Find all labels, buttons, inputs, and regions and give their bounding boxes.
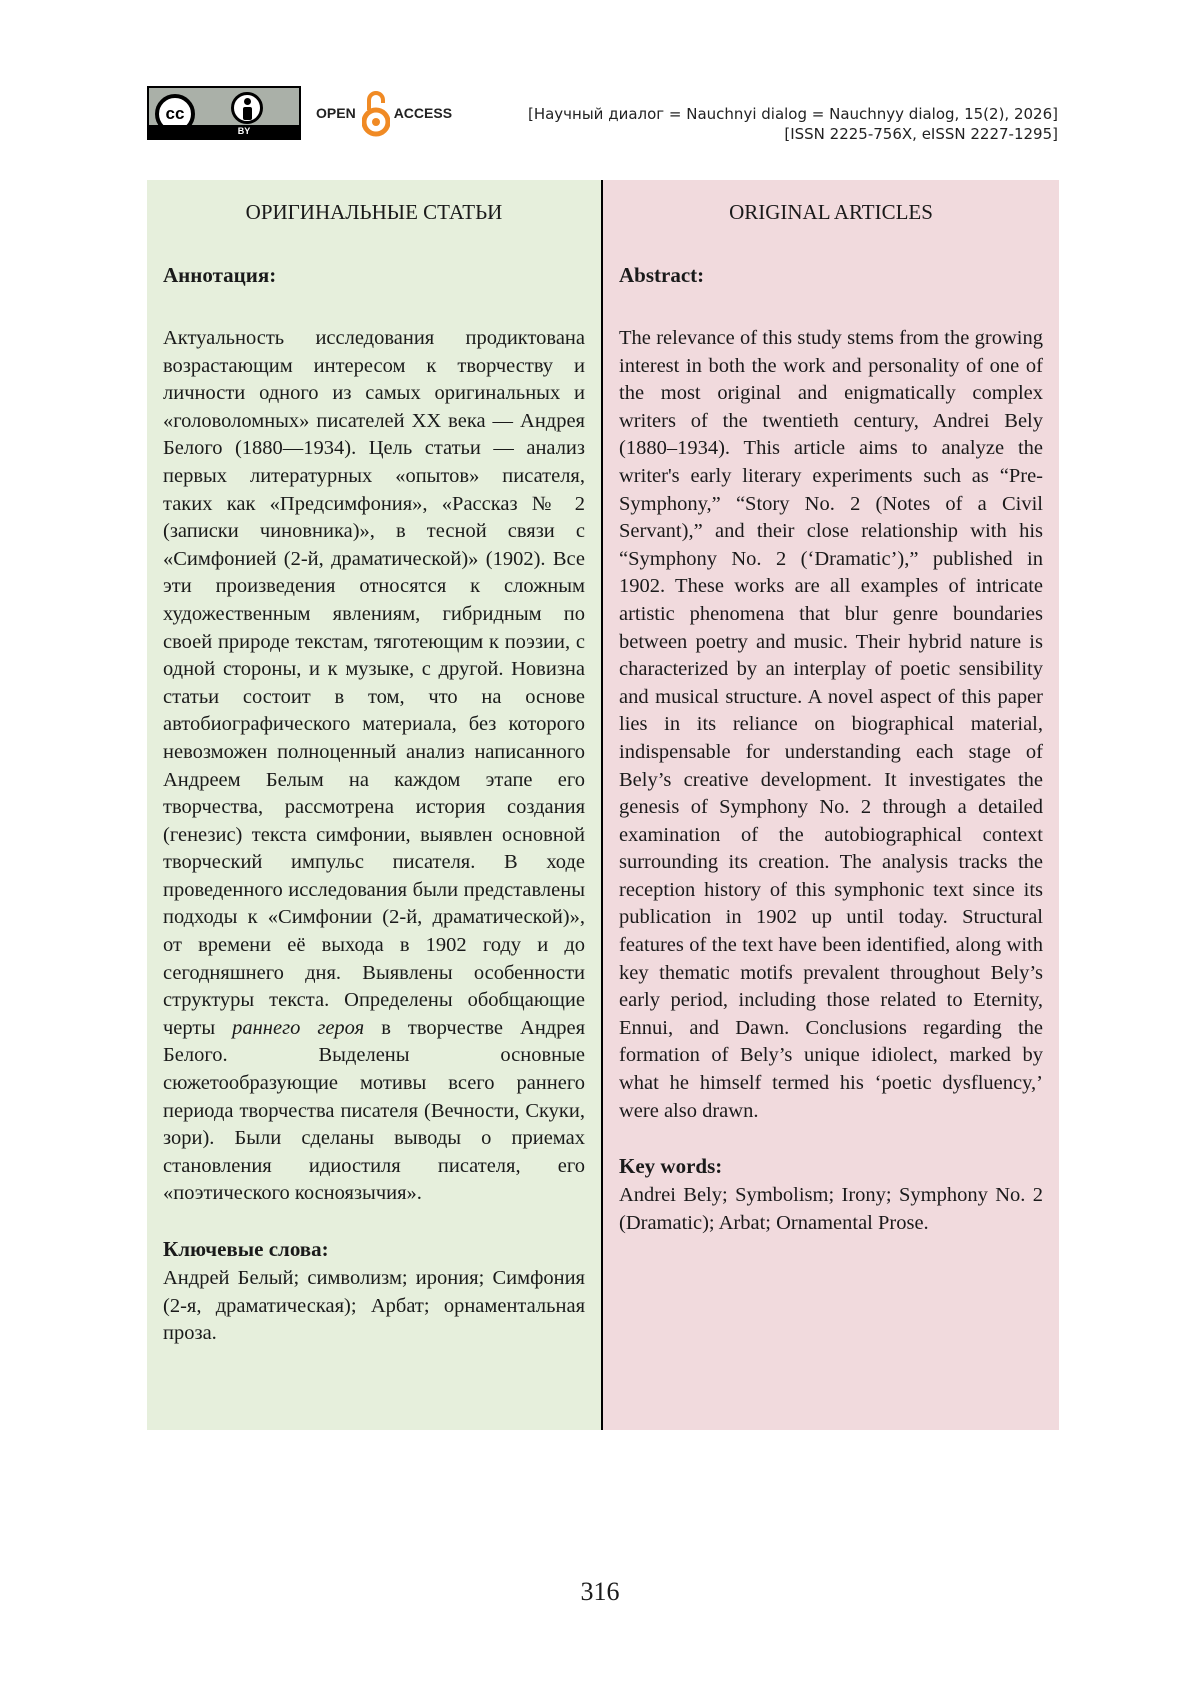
abstract-text-en: The relevance of this study stems from the growing interest in both the work and personality of one of the most original and enigmatically complex writers of the twentieth century, Andrei Bely (1880–1934). This article aims to analyze the writer's early literary experiments such as “Pre-Symphony,” “Story No. 2 (Notes of a Civil Servant),” and their close relationship with his “Symphony No. 2 (‘Dramatic’),” published in 1902. These works are all examples of intricate artistic phenomena that blur genre boundaries between poetry and music. Their hybrid nature is characterized by an interplay of poetic sensibility and musical structure. A novel aspect of this paper lies in its reliance on biographical material, indispensable for understanding each stage of Bely’s creative development. It investigates the genesis of Symphony No. 2 through a detailed examination of the autobiographical context surrounding its creation. The analysis tracks the reception history of this symphonic text since its publication in 1902 up until today. Structural features of the text have been identified, along with key thematic motifs prevalent throughout Bely’s early period, including those related to Eternity, Ennui, and Dawn. Conclusions regarding the formation of Bely’s unique idiolect, marked by what he himself termed his ‘poetic dysfluency,’ were also drawn.	[619, 327, 1043, 1122]
citation-line-1: [Научный диалог = Nauchnyi dialog = Nauchnyy dialog, 15(2), 2026]	[527, 105, 1058, 123]
open-access-label-access: ACCESS	[393, 105, 453, 121]
creative-commons-icon: cc	[155, 94, 195, 134]
cc-by-license-badge	[147, 86, 301, 140]
abstract-text-ru-italic: раннего героя	[232, 1016, 365, 1039]
abstract-heading-ru: Аннотация:	[163, 263, 277, 287]
open-access-lock-icon	[362, 88, 390, 138]
page-number: 316	[580, 1577, 620, 1606]
abstract-text-ru-part2: в творчестве Андрея Белого. Выделены основные сюжетообразующие мотивы всего раннего периода творчества писателя (Вечности, Скуки, зори). Были сделаны выводы о приемах становления идиостиля писателя, его «поэтического косноязычия».	[163, 1016, 586, 1205]
abstract-text-ru-part1: Актуальность исследования продиктована возрастающим интересом к творчеству и личности одного из самых оригинальных и «головоломных» писателей XX века — Андрея Белого (1880—1934). Цель статьи — анализ первых литературных «опытов» писателя, таких как «Предсимфония», «Рассказ № 2 (записки чиновника)», в тесной связи с «Симфонией (2-й, драматической)» (1902). Все эти произведения относятся к сложным художественным явлениям, гибридным по своей природе текстам, тяготеющим к поэзии, с одной стороны, и к музыке, с другой. Новизна статьи состоит в том, что на основе автобиографического материала, без которого невозможен полноценный анализ написанного Андреем Белым на каждом этапе его творчества, рассмотрена история создания (генезис) текста симфонии, выявлен основной творческий импульс писателя. В ходе проведенного исследования были представлены подходы к «Симфонии (2-й, драматической)», от времени её выхода в 1902 году и до сегодняшнего дня. Выявлены особенности структуры текста. Определены обобщающие черты	[163, 327, 585, 1039]
section-title-en: ORIGINAL ARTICLES	[729, 200, 933, 224]
keywords-heading-en: Key words:	[619, 1154, 723, 1179]
russian-column	[147, 180, 603, 1430]
keywords-heading-ru: Ключевые слова:	[163, 1237, 329, 1261]
attribution-icon	[231, 92, 263, 124]
license-by-label: BY	[149, 125, 299, 138]
open-access-logo	[316, 85, 452, 141]
section-title-ru: ОРИГИНАЛЬНЫЕ СТАТЬИ	[245, 200, 503, 224]
abstract-heading-en: Abstract:	[619, 263, 705, 287]
keywords-text-en: Andrei Bely; Symbolism; Irony; Symphony No. 2 (Dramatic); Arbat; Ornamental Prose.	[619, 1184, 1043, 1234]
open-access-label-open: OPEN	[316, 105, 356, 121]
keywords-text-ru: Андрей Белый; символизм; ирония; Симфония (2-я, драматическая); Арбат; орнаментальная проза.	[163, 1267, 585, 1345]
english-column	[603, 180, 1059, 1430]
journal-citation	[528, 104, 1058, 144]
bilingual-abstract-columns	[147, 180, 1059, 1430]
citation-line-2: [ISSN 2225-756X, eISSN 2227-1295]	[784, 125, 1058, 143]
abstract-text-ru	[163, 325, 585, 1208]
